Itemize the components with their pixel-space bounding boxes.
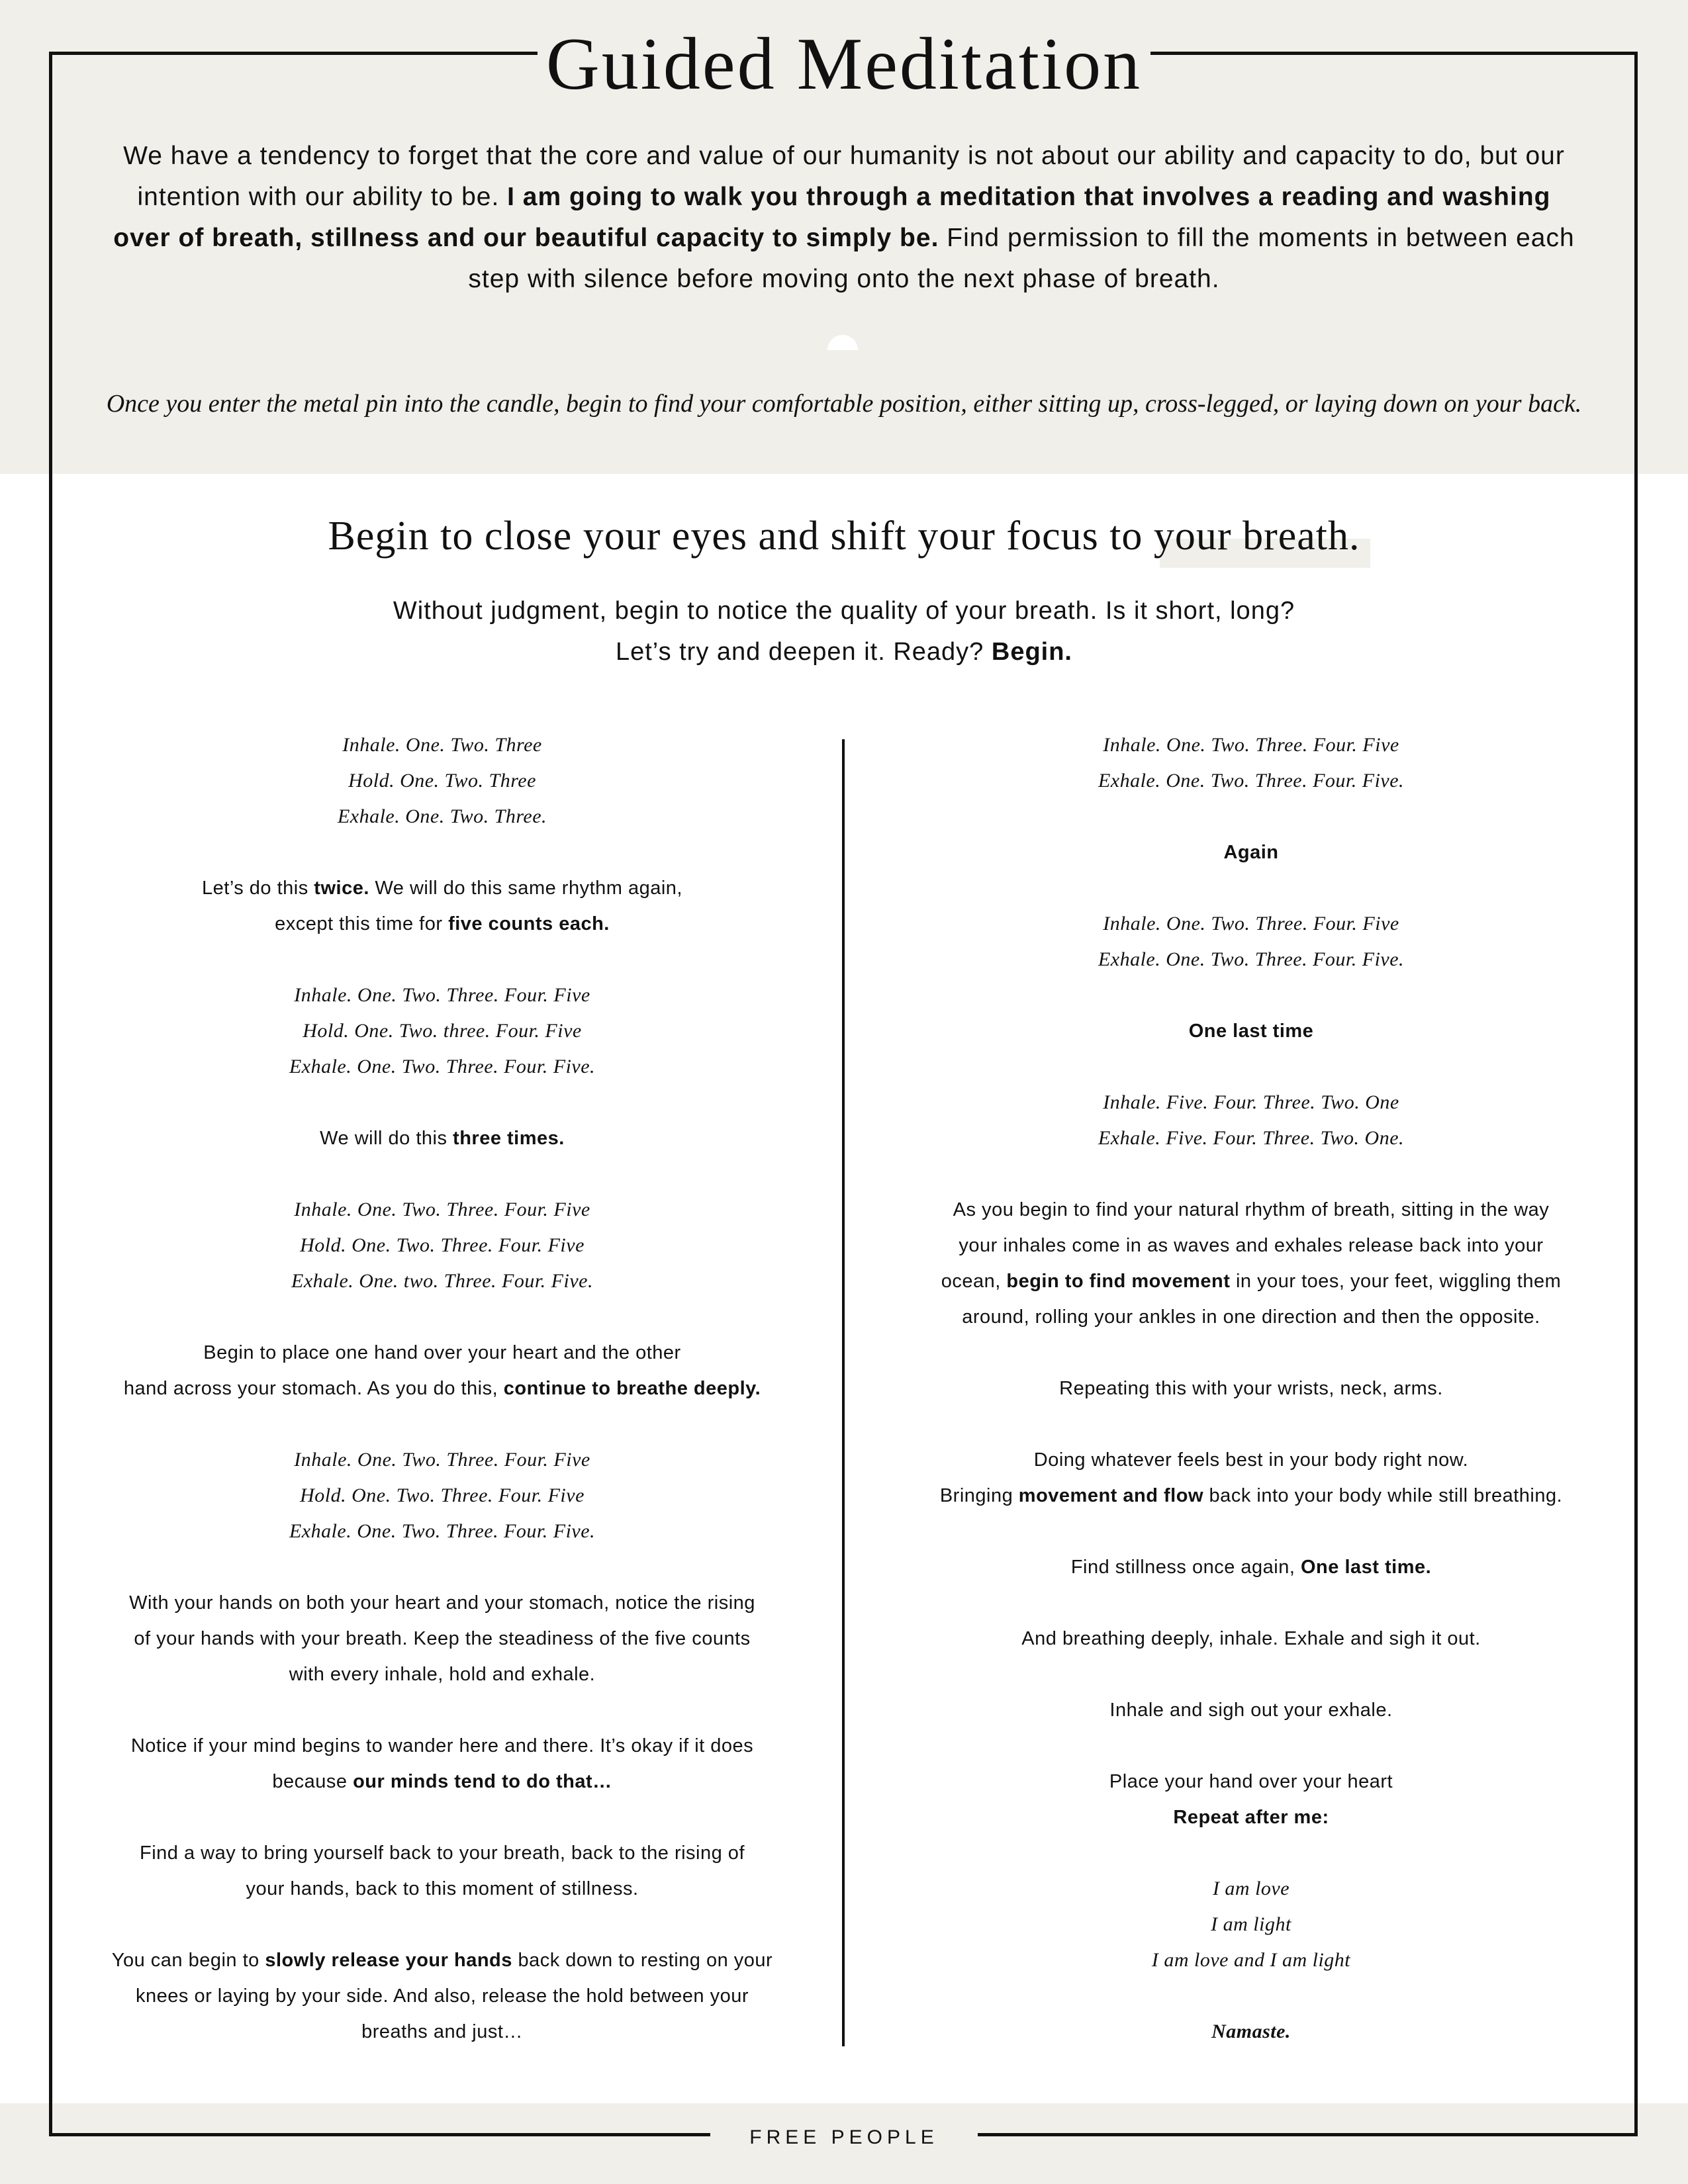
lead-line-1: Without judgment, begin to notice the quality of your breath. Is it short, long?: [393, 597, 1295, 625]
intro-text-2: Find permission to fill the moments in between each step with silence before moving onto the next phase of breath.: [468, 224, 1575, 293]
bold-span: movement and flow: [1018, 1485, 1203, 1506]
text-span: ocean,: [941, 1271, 1007, 1292]
again-label: [894, 835, 1609, 870]
bold-span: Repeat after me:: [1173, 1807, 1329, 1828]
instruction-paragraph: [85, 1120, 800, 1156]
text-span: Let’s do this: [202, 878, 314, 899]
breath-count-block: [85, 727, 800, 835]
text-line: Notice if your mind begins to wander here and there. It’s okay if it does: [130, 1735, 754, 1756]
bold-span: our minds tend to do that…: [353, 1771, 612, 1792]
text-line: around, rolling your ankles in one direction and then the opposite.: [962, 1306, 1540, 1328]
text-line: [85, 870, 800, 906]
breath-count-block: [894, 906, 1609, 978]
breath-line: Inhale. Five. Four. Three. Two. One: [1103, 1091, 1399, 1113]
breath-line: Inhale. One. Two. Three: [342, 734, 542, 756]
text-line: your inhales come in as waves and exhales release back into your: [959, 1235, 1544, 1256]
instruction-paragraph: Repeating this with your wrists, neck, arms.: [1059, 1378, 1443, 1399]
bold-span: continue to breathe deeply.: [503, 1378, 761, 1399]
bold-span: Again: [1223, 842, 1279, 863]
text-line: [85, 906, 800, 942]
text-span: We will do this: [320, 1128, 453, 1149]
intro-paragraph: [113, 136, 1575, 300]
text-line: [894, 1478, 1609, 1514]
text-span: You can begin to: [111, 1950, 265, 1971]
text-line: knees or laying by your side. And also, release the hold between your: [136, 1985, 749, 2007]
text-line: [894, 1263, 1609, 1299]
text-line: Place your hand over your heart: [1109, 1771, 1393, 1792]
instruction-paragraph: [894, 1549, 1609, 1585]
text-line: Begin to place one hand over your heart and the other: [203, 1342, 681, 1363]
section-heading: Begin to close your eyes and shift your focus to your breath.: [328, 514, 1360, 559]
text-line: your hands, back to this moment of stillness.: [246, 1878, 639, 1899]
bold-span: slowly release your hands: [265, 1950, 512, 1971]
text-line: [894, 1799, 1609, 1835]
breath-count-block: [894, 727, 1609, 799]
one-last-time-label: [894, 1013, 1609, 1049]
bold-span: Namaste.: [1211, 2021, 1291, 2042]
breath-line: Exhale. One. Two. Three.: [337, 805, 547, 827]
right-column: [894, 727, 1609, 2085]
text-span: Bringing: [939, 1485, 1019, 1506]
breath-count-block: [85, 978, 800, 1085]
text-line: [85, 1764, 800, 1799]
left-column: [85, 727, 800, 2085]
text-line: of your hands with your breath. Keep the steadiness of the five counts: [134, 1628, 751, 1649]
instruction-paragraph: [85, 870, 800, 942]
text-line: Find a way to bring yourself back to your breath, back to the rising of: [139, 1843, 745, 1864]
lead-begin-bold: Begin.: [991, 638, 1072, 666]
breath-line: Hold. One. Two. Three: [348, 770, 536, 792]
breath-line: Exhale. One. Two. Three. Four. Five.: [1098, 948, 1405, 970]
instruction-paragraph: [85, 1728, 800, 1799]
instruction-paragraph: [894, 1764, 1609, 1835]
lead-line-2-text: Let’s try and deepen it. Ready?: [615, 638, 992, 666]
bold-span: begin to find movement: [1006, 1271, 1231, 1292]
text-span: back into your body while still breathing.: [1203, 1485, 1563, 1506]
text-line: [894, 1549, 1609, 1585]
instruction-paragraph: [894, 1192, 1609, 1335]
instruction-paragraph: [85, 1835, 800, 1907]
text-span: We will do this same rhythm again,: [369, 878, 682, 899]
instruction-paragraph: And breathing deeply, inhale. Exhale and sigh it out.: [1021, 1628, 1481, 1649]
text-span: because: [272, 1771, 353, 1792]
intro-text-1: We have a tendency to forget that the core and value of our humanity is not about our ability and capacity to do, but our intention with our ability to be.: [123, 142, 1565, 211]
text-line: [85, 1120, 800, 1156]
breath-line: Inhale. One. Two. Three. Four. Five: [1103, 734, 1399, 756]
instruction-paragraph: [894, 1442, 1609, 1514]
affirmation-line: I am love and I am light: [1151, 1949, 1351, 1971]
affirmation-line: I am light: [1211, 1913, 1291, 1935]
text-line: Doing whatever feels best in your body right now.: [1033, 1449, 1469, 1471]
position-instruction: Once you enter the metal pin into the candle, begin to find your comfortable position, either sitting up, cross-legged, or laying down on your back.: [106, 390, 1582, 418]
lead-line-2: [199, 631, 1489, 672]
breath-line: Inhale. One. Two. Three. Four. Five: [1103, 913, 1399, 934]
breath-line: Inhale. One. Two. Three. Four. Five: [294, 984, 590, 1006]
text-span: Find stillness once again,: [1070, 1557, 1301, 1578]
breath-count-block: [85, 1442, 800, 1549]
text-line: breaths and just…: [361, 2021, 523, 2042]
affirmation-block: [894, 1871, 1609, 1978]
text-span: in your toes, your feet, wiggling them: [1230, 1271, 1562, 1292]
instruction-paragraph: [85, 1585, 800, 1692]
bold-span: twice.: [314, 878, 369, 899]
breath-line: Hold. One. Two. Three. Four. Five: [300, 1484, 585, 1506]
breath-count-block: [85, 1192, 800, 1299]
affirmation-line: I am love: [1212, 1878, 1290, 1899]
bold-span: five counts each.: [448, 913, 610, 934]
text-span: hand across your stomach. As you do this,: [123, 1378, 504, 1399]
breath-line: Hold. One. Two. Three. Four. Five: [300, 1234, 585, 1256]
text-span: except this time for: [275, 913, 449, 934]
breath-line: Exhale. One. Two. Three. Four. Five.: [1098, 770, 1405, 792]
bold-span: three times.: [453, 1128, 565, 1149]
breath-line: Inhale. One. Two. Three. Four. Five: [294, 1199, 590, 1220]
intro-bold-text: I am going to walk you through a meditation that involves a reading and washing over of breath, stillness and our beautiful capacity to simply be.: [113, 183, 1551, 252]
column-divider: [842, 739, 845, 2046]
namaste-closing: [894, 2014, 1609, 2050]
breath-line: Exhale. Five. Four. Three. Two. One.: [1098, 1127, 1405, 1149]
instruction-paragraph: [85, 1942, 800, 2050]
text-line: As you begin to find your natural rhythm of breath, sitting in the way: [953, 1199, 1550, 1220]
breath-line: Exhale. One. Two. Three. Four. Five.: [289, 1056, 596, 1077]
breath-line: Hold. One. Two. three. Four. Five: [303, 1020, 582, 1042]
instruction-paragraph: Inhale and sigh out your exhale.: [1109, 1700, 1393, 1721]
text-line: with every inhale, hold and exhale.: [289, 1664, 596, 1685]
breath-line: Inhale. One. Two. Three. Four. Five: [294, 1449, 590, 1471]
breath-line: Exhale. One. Two. Three. Four. Five.: [289, 1520, 596, 1542]
bold-span: One last time.: [1301, 1557, 1432, 1578]
breath-line: Exhale. One. two. Three. Four. Five.: [291, 1270, 593, 1292]
text-line: [85, 1371, 800, 1406]
text-line: [85, 1942, 800, 1978]
page-title: Guided Meditation: [545, 23, 1143, 105]
footer-brand: FREE PEOPLE: [749, 2126, 939, 2148]
instruction-paragraph: [85, 1335, 800, 1406]
text-line: With your hands on both your heart and your stomach, notice the rising: [129, 1592, 755, 1614]
text-span: back down to resting on your: [512, 1950, 773, 1971]
lead-paragraph: [199, 590, 1489, 672]
bold-span: One last time: [1188, 1021, 1314, 1042]
breath-count-block: [894, 1085, 1609, 1156]
